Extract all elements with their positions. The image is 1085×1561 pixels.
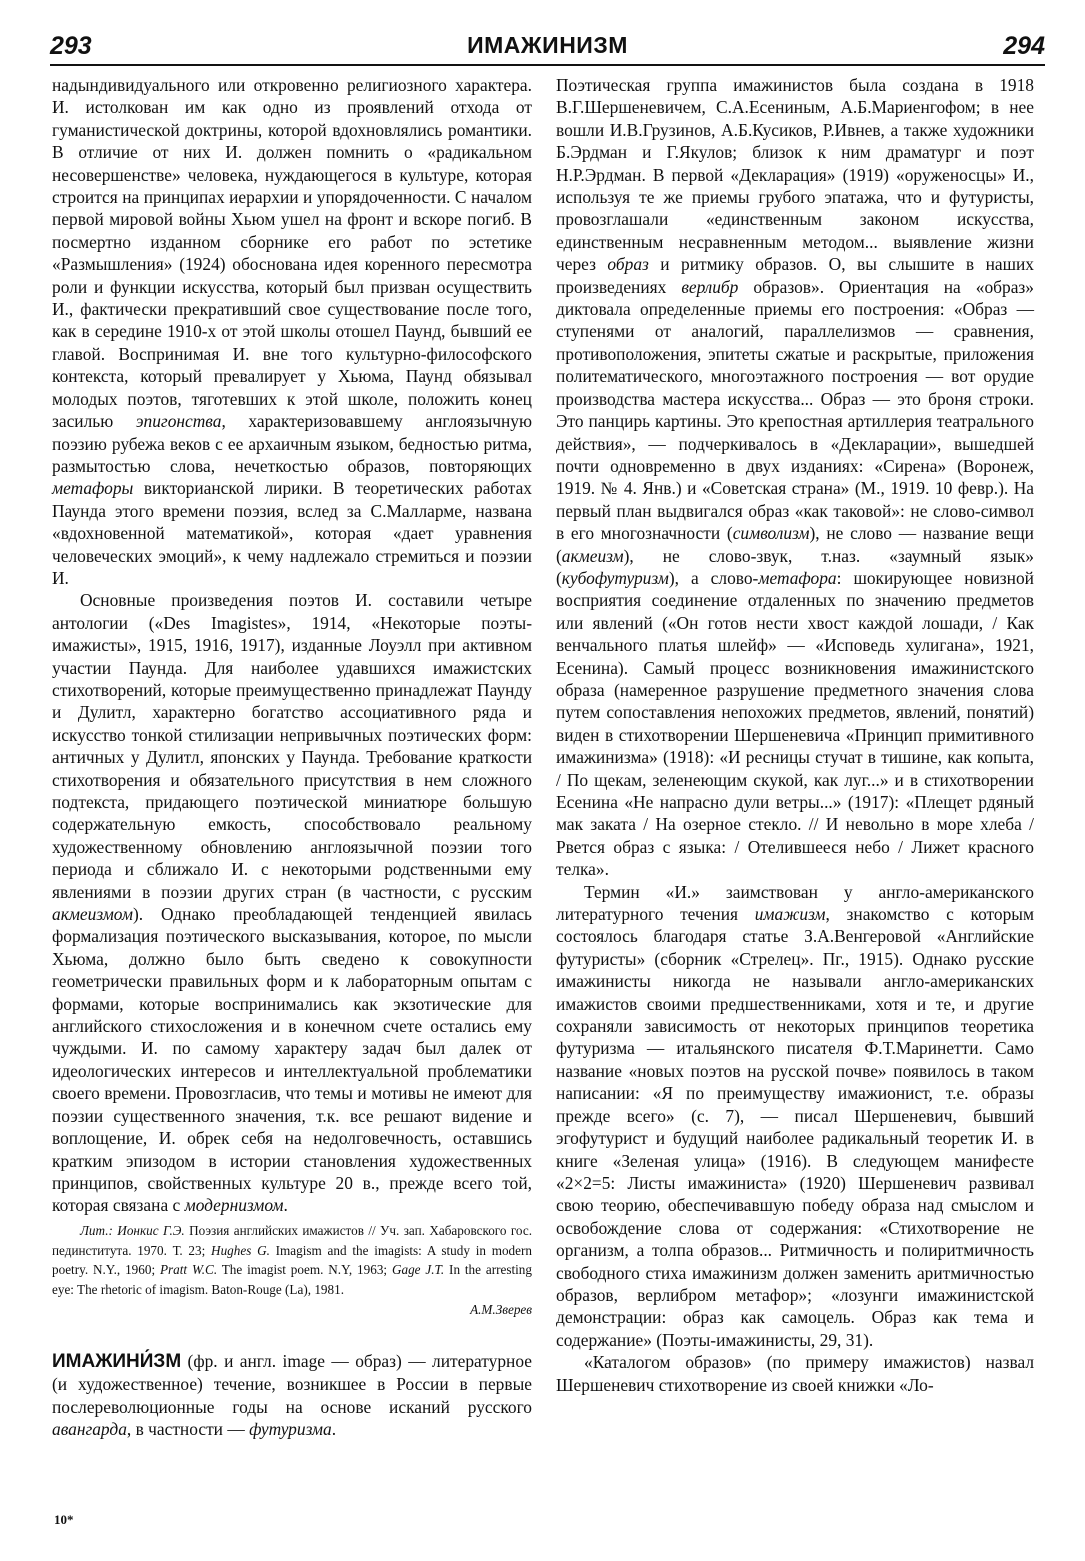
- cross-reference: метафоры: [52, 478, 134, 499]
- cross-reference: авангарда: [52, 1418, 127, 1439]
- paragraph: Термин «И.» заимствован у англо-американского литературного течения имажизм, знакомство с которым состоялось благодаря статье З.А.Венгеровой «Английские футуристы» (сборник «Стрелец». Пг., 1915). Однако русские имажинисты никогда не называли англо-американских имажистов своими предшественниками, хотя и те, и другие сохраняли зависимость от некоторых принципов теоретика футуризма — итальянского писателя Ф.Т.Маринетти. Само название «новых поэтов на русской почве» появилось в таком написании: «Я по преимуществу имажионист, т.е. образы прежде всего» (с. 7), — писал Шершеневич, бывший эгофутурист и будущий наиболее радикальный теоретик И. в книге «Зеленая улица» (1916). В следующем манифесте «2×2=5: Листы имажиниста» (1920) Шершеневич развивал свою теорию, обеспечивавшую победу образа над смыслом и освобождение слова от содержания: «Стихотворение не организм, а толпа образов... Ритмичность и полиритмичность свободного стиха имажинизм должен заменить аритмичностью образов, верлибром метафор»; «лозунги имажинистской демонстрации: образ как самоцель. Образ как тема и содержание» (Поэты-имажинисты, 29, 31).: [556, 881, 1034, 1350]
- bibliography: Лит.: Ионкис Г.Э. Поэзия английских имажистов // Уч. зап. Хабаровского гос. пединститута. 1970. Т. 23; Hughes G. Imagism and the imagists: A study in modern poetry. N.Y., 1960; Pratt W.C. The imagist poem. N.Y, 1963; Gage J.T. In the arresting eye: The rhetoric of imagism. Baton-Rouge (La), 1981. А.М.Зверев: [52, 1221, 532, 1320]
- paragraph: Основные произведения поэтов И. составили четыре антологии («Des Imagistes», 1914, «Некоторые поэты-имажисты», 1915, 1916, 1917), изданные Лоуэлл при активном участии Паунда. Для наиболее удавшихся имажистских стихотворений, которые преимущественно принадлежат Паунду и Дулитл, характерно богатство ассоциативного ряда и искусство тонкой стилизации непривычных поэтических форм: античных у Дулитл, японских у Паунда. Требование краткости стихотворения и обязательного присутствия в нем сложного подтекста, придающего поэтической миниатюре большую содержательную емкость, способствовало реальному художественному обновлению англоязычной поэзии того периода и сближало И. с некоторыми родственными ему явлениями в поэзии других стран (в частности, с русским акмеизмом). Однако преобладающей тенденцией явилась формализация поэтического высказывания, которое, по мысли Хьюма, должно было быть сведено к совокупности геометрически правильных форм и к лабораторным опытам с формами, которые воспринимались как экзотические для английского стихосложения и в конечном счете остались ему чуждыми. И. по самому характеру задач был далек от идеологических интересов и интеллектуальной проблематики своего времени. Провозгласив, что темы и мотивы не имеют для поэзии существенного значения, т.к. все решают видение и воплощение, И. обрек себя на недолговечность, оставшись кратким эпизодом в истории становления художественных принципов, свойственных культуре 20 в., прежде всего той, которая связана с модернизмом.: [52, 590, 532, 1216]
- running-header: [50, 30, 1045, 66]
- right-column: [556, 74, 1034, 1396]
- cross-reference: модернизмом: [184, 1195, 284, 1216]
- page-number-left: 293: [50, 32, 92, 60]
- entry-headword: ИМАЖИНИ́ЗМ: [52, 1350, 182, 1372]
- cross-reference: кубофутуризм: [561, 567, 669, 588]
- header-rule: [50, 64, 1045, 66]
- cross-reference: имажизм: [754, 904, 826, 925]
- bibliography-label: Лит.:: [80, 1222, 113, 1238]
- cross-reference: символизм: [732, 523, 810, 544]
- signature-mark: 10*: [54, 1512, 74, 1527]
- paragraph: Поэтическая группа имажинистов была создана в 1918 В.Г.Шершеневичем, С.А.Есениным, А.Б.Мариенгофом; в нее вошли И.В.Грузинов, А.Б.Кусиков, Р.Ивнев, а также художники Б.Эрдман и Г.Якулов; близок к ним драматург и поэт Н.Р.Эрдман. В первой «Декларация» (1919) «оруженосцы» И., используя те же приемы грубого эпатажа, что и футуристы, провозглашали «единственным законом искусства, единственным несравненным методом... выявление жизни через образ и ритмику образов. О, вы слышите в наших произведениях верлибр образов». Ориентация на «образ» диктовала определенные приемы его построения: «Образ — ступенями от аналогий, параллелизмов — сравнения, противоположения, эпитеты сжатые и раскрытые, приложения политематического, многоэтажного построения — вот орудие производства мастера искусства... Образ — это броня строки. Это панцирь картины. Это крепостная артиллерия театрального действия», — подчеркивалось в «Декларации», вышедшей почти одновременно в двух изданиях: «Сирена» (Воронеж, 1919. № 4. Янв.) и «Советская страна» (М., 1919. 10 февр.). На первый план выдвигался образ «как таковой»: не слово-символ в его многозначности (символизм), не слово — название вещи (акмеизм), не слово-звук, т.наз. «заумный язык» (кубофутуризм), а слово-метафора: шокирующее новизной восприятия соединение отдаленных по значению предметов или явлений («Он готов нести хвост каждой лошади, / Как венчального платья шлейф» — «Исповедь хулигана», 1921, Есенина). Самый процесс возникновения имажинистского образа (намеренное разрушение предметного значения слова путем сопоставления непохожих предметов, явлений, понятий) виден в стихотворении Шершеневича «Принцип примитивного имажинизма» (1918): «И ресницы стучат в тишине, как копыта, / По щекам, зеленеющим скукой, как луг...» и в стихотворении Есенина «Не напрасно дули ветры...» (1917): «Плещет рдяный мак заката / На озерное стекло. // И невольно в море хлеба / Рвется образ с языка: / Отелившееся небо / Лижет красного телка».: [556, 75, 1034, 880]
- paragraph: надындивидуального или откровенно религиозного характера. И. истолкован им как одно из проявлений отхода от гуманистической доктрины, которой вдохновлялись романтики. В отличие от них И. должен помнить о «радикальном несовершенстве» человека, нуждающегося в культуре, которая строится на принципах иерархии и упорядоченности. С началом первой мировой войны Хьюм ушел на фронт и вскоре погиб. В посмертно изданном сборнике его работ по эстетике «Размышления» (1924) обоснована идея коренного пересмотра роли и функции искусства, который был призван осуществить И., фактически прекративший свое существование после того, как в середине 1910-х от этой школы отошел Паунд, бывший ее главой. Воспринимая И. вне того культурно-философского контекста, который превалирует у Хьюма, Паунд обязывал молодых поэтов, тяготевших к этой школе, положить конец засилью эпигонства, характеризовавшему англоязычную поэзию рубежа веков с ее архаичным языком, бедностью ритма, размытостью слова, нечеткостью образов, повторяющих метафоры викторианской лирики. В теоретических работах Паунда этого времени поэзия, вслед за С.Малларме, названа «вдохновенной математикой», которая «дает уравнения человеческих эмоций», к чему надлежало стремиться и поэзии И.: [52, 75, 532, 588]
- cross-reference: метафора: [758, 567, 837, 588]
- article-author: А.М.Зверев: [470, 1301, 532, 1317]
- left-column: [52, 74, 532, 1440]
- running-title: ИМАЖИНИЗМ: [467, 32, 628, 58]
- cross-reference: акмеизм: [561, 545, 624, 566]
- page-number-right: 294: [1003, 32, 1045, 60]
- cross-reference: акмеизмом: [52, 904, 133, 925]
- paragraph: «Каталогом образов» (по примеру имажистов) назвал Шершеневич стихотворение из своей книжки «Ло-: [556, 1352, 1034, 1395]
- entry-start: ИМАЖИНИ́ЗМ (фр. и англ. image — образ) — литературное (и художественное) течение, возникшее в России в первые послереволюционные годы на основе исканий русского авангарда, в частности — футуризма.: [52, 1350, 532, 1439]
- cross-reference: эпигонства: [135, 411, 222, 432]
- cross-reference: футуризма: [249, 1418, 332, 1439]
